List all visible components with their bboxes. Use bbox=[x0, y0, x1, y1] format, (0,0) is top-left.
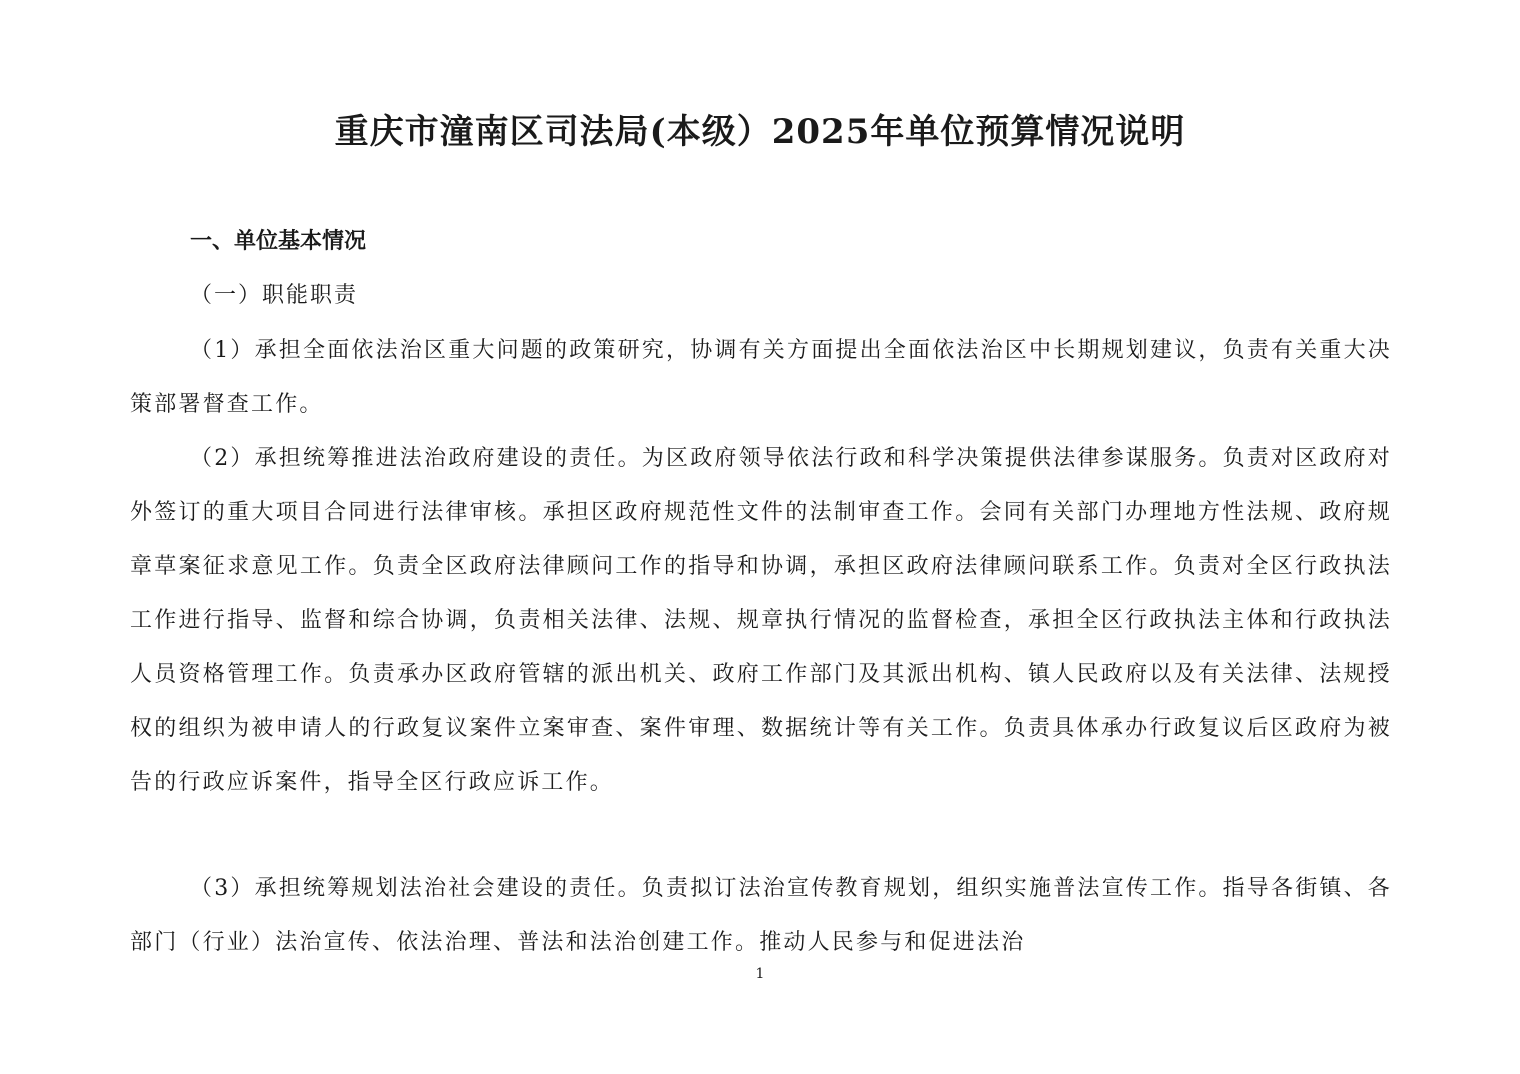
paragraph-duty-3: （3）承担统筹规划法治社会建设的责任。负责拟订法治宣传教育规划，组织实施普法宣传工作。指导各街镇、各部门（行业）法治宣传、依法治理、普法和法治创建工作。推动人民参与和促进法治 bbox=[130, 876, 1393, 955]
paragraph-duty-2: （2）承担统筹推进法治政府建设的责任。为区政府领导依法行政和科学决策提供法律参谋服务。负责对区政府对外签订的重大项目合同进行法律审核。承担区政府规范性文件的法制审查工作。会同有关部门办理地方性法规、政府规章草案征求意见工作。负责全区政府法律顾问工作的指导和协调，承担区政府法律顾问联系工作。负责对全区行政执法工作进行指导、监督和综合协调，负责相关法律、法规、规章执行情况的监督检查，承担全区行政执法主体和行政执法人员资格管理工作。负责承办区政府管辖的派出机关、政府工作部门及其派出机构、镇人民政府以及有关法律、法规授权的组织为被申请人的行政复议案件立案审查、案件审理、数据统计等有关工作。负责具体承办行政复议后区政府为被告的行政应诉案件，指导全区行政应诉工作。 bbox=[130, 446, 1393, 795]
paragraph-duty-1: （1）承担全面依法治区重大问题的政策研究，协调有关方面提出全面依法治区中长期规划建议，负责有关重大决策部署督查工作。 bbox=[130, 338, 1393, 417]
document-title: 重庆市潼南区司法局(本级）2025年单位预算情况说明 bbox=[334, 112, 1186, 152]
page-number: 1 bbox=[755, 966, 765, 982]
section-heading: 一、单位基本情况 bbox=[190, 229, 367, 254]
subsection-heading: （一）职能职责 bbox=[190, 283, 359, 308]
